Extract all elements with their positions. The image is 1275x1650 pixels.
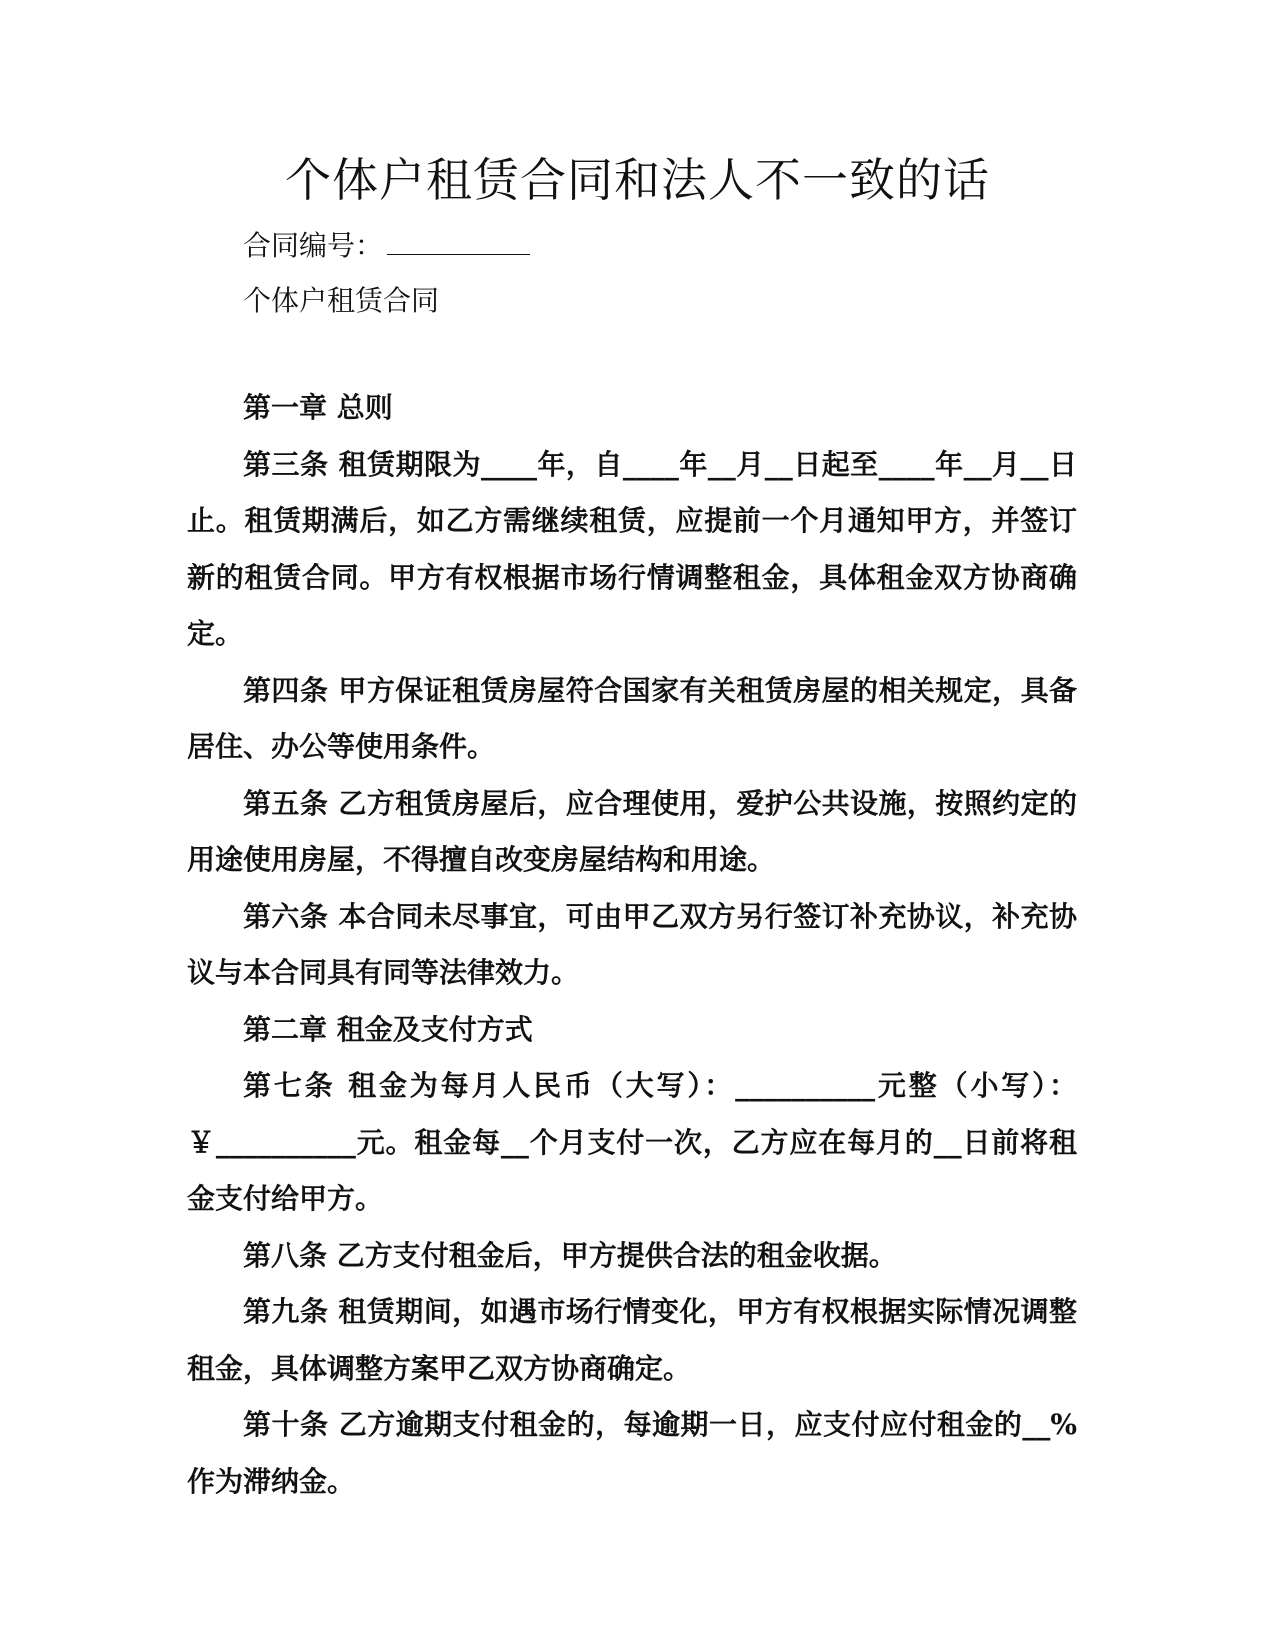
contract-number-line [243, 226, 530, 266]
article-5: 第五条 乙方租赁房屋后，应合理使用，爱护公共设施，按照约定的用途使用房屋，不得擅自改变房屋结构和用途。 [187, 786, 1077, 876]
chapter-heading-2: 第二章 租金及支付方式 [243, 1012, 533, 1046]
document-body [187, 380, 1077, 1510]
article-8: 第八条 乙方支付租金后，甲方提供合法的租金收据。 [243, 1238, 897, 1272]
chapter-heading-1: 第一章 总则 [243, 391, 393, 424]
article-9: 第九条 租赁期间，如遇市场行情变化，甲方有权根据实际情况调整租金，具体调整方案甲乙双方协商确定。 [187, 1295, 1077, 1385]
article-10: 第十条 乙方逾期支付租金的，每逾期一日，应支付应付租金的__%作为滞纳金。 [187, 1408, 1077, 1498]
article-6: 第六条 本合同未尽事宜，可由甲乙双方另行签订补充协议，补充协议与本合同具有同等法律效力。 [187, 899, 1077, 989]
article-7: 第七条 租金为每月人民币（大写）：__________元整（小写）：￥__________元。租金每__个月支付一次，乙方应在每月的__日前将租金支付给甲方。 [187, 1069, 1077, 1215]
contract-number-label: 合同编号： [243, 229, 384, 262]
article-3: 第三条 租赁期限为____年，自____年__月__日起至____年__月__日止。租赁期满后，如乙方需继续租赁，应提前一个月通知甲方，并签订新的租赁合同。甲方有权根据市场行情调整租金，具体租金双方协商确定。 [187, 447, 1077, 650]
document-title: 个体户租赁合同和法人不一致的话 [285, 153, 990, 207]
article-4: 第四条 甲方保证租赁房屋符合国家有关租赁房屋的相关规定，具备居住、办公等使用条件。 [187, 673, 1077, 763]
document-subtitle: 个体户租赁合同 [243, 284, 440, 317]
contract-number-blank [387, 228, 530, 255]
